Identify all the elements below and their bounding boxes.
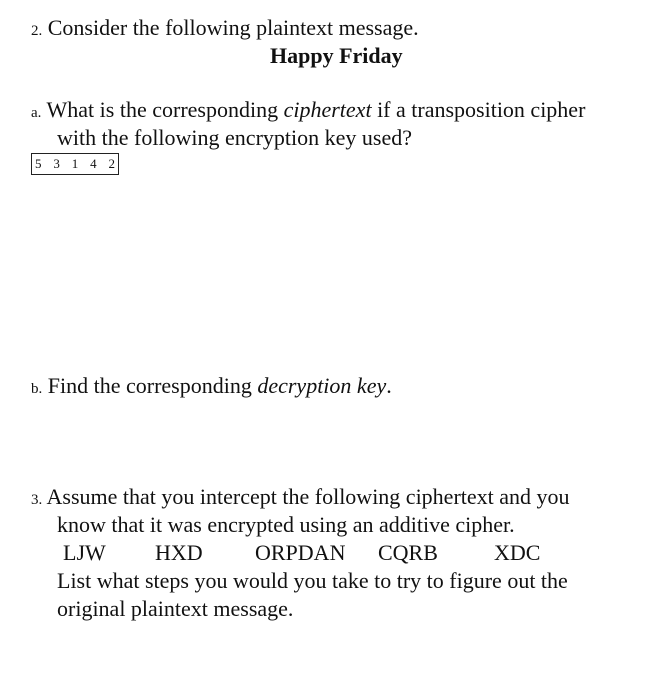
q2a-text-after: if a transposition cipher	[371, 97, 586, 122]
ciphertext-word: CQRB	[378, 540, 438, 565]
ciphertext-word: HXD	[155, 540, 203, 565]
q2b-text-after: .	[386, 373, 392, 398]
plaintext-message: Happy Friday	[270, 43, 403, 68]
q2a-text-before: What is the corresponding	[46, 97, 284, 122]
q2a-label: a.	[31, 105, 42, 121]
q2a-emph: ciphertext	[283, 97, 372, 122]
q2b-line	[31, 373, 392, 402]
q3-line4: original plaintext message.	[57, 596, 294, 621]
q2-number: 2.	[31, 23, 43, 39]
key-digit: 1	[71, 156, 79, 171]
q2a-line1	[31, 97, 585, 126]
q3-line3: List what steps you would you take to try to figure out the	[57, 568, 568, 593]
q3-number: 3.	[31, 492, 43, 508]
q3-line2: know that it was encrypted using an additive cipher.	[57, 512, 515, 537]
encryption-key-box	[31, 153, 119, 175]
key-digit: 4	[90, 156, 97, 171]
key-digit: 3	[53, 156, 60, 171]
ciphertext-word: ORPDAN	[255, 540, 346, 565]
q2b-label: b.	[31, 381, 43, 397]
key-digit: 5	[35, 156, 42, 171]
q2b-emph: decryption key	[257, 373, 387, 398]
ciphertext-word: XDC	[494, 540, 541, 565]
key-digit: 2	[108, 156, 115, 171]
ciphertext-word: LJW	[63, 540, 106, 565]
q3-line1-text: Assume that you intercept the following ciphertext and you	[46, 484, 570, 509]
q2-intro	[31, 15, 419, 44]
q3-line1	[31, 484, 570, 513]
q2b-text-before: Find the corresponding	[47, 373, 258, 398]
q2-intro-text: Consider the following plaintext message.	[47, 15, 419, 40]
q2a-line2: with the following encryption key used?	[57, 125, 412, 150]
